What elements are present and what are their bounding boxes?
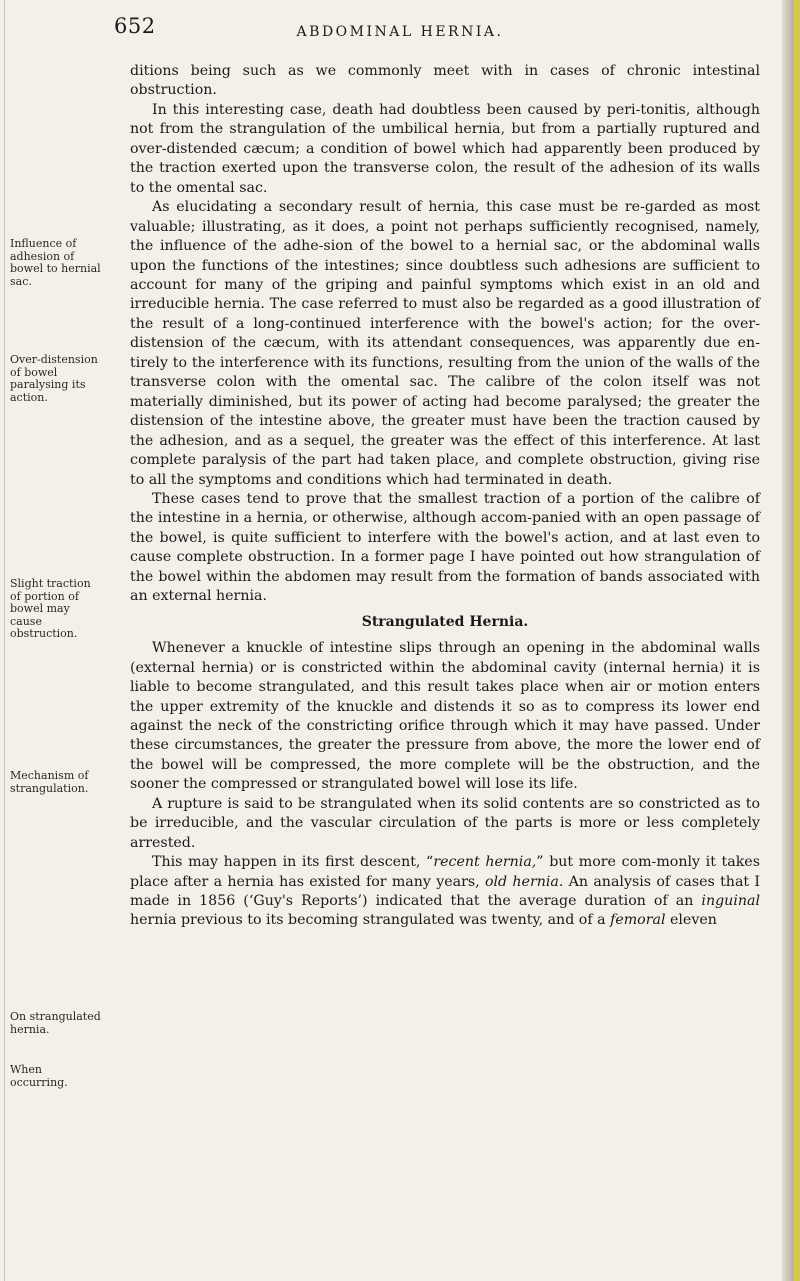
text-run: An analysis of cases that I made in 1856 (‘Guy's Reports’) indicated that the average duration of an [130,873,761,910]
paragraph: These cases tend to prove that the smallest traction of a portion of the calibre of the intestine in a hernia, or otherwise, although accom-panied with an open passage of the bowel, is quite sufficient to interfere with the bowel's action, and at last even to cause complete obstruction. In a former page I have pointed out how strangulation of the bowel within the abdomen may result from the formation of bands associated with an external hernia. [130,490,760,605]
text-run: eleven [665,912,717,929]
text-run: ” but more com-monly it takes place after a hernia has existed for many years, [130,854,760,890]
margin-note-on-strangulated: On strangulated hernia. [10,1010,101,1036]
section-heading: Strangulated Hernia. [361,613,529,630]
paragraph: A rupture is said to be strangulated when its solid contents are so constricted as to be irreducible, and the vascular circulation of the parts is more or less completely arrested. [130,795,760,851]
margin-note-slight-traction: Slight traction of portion of bowel may cause obstruction. [10,577,91,641]
page-edge-tab [794,0,800,1281]
emphasis-inguinal: inguinal [701,893,760,910]
margin-note-mechanism: Mechanism of strangulation. [10,769,89,795]
text-run: This may happen in its first descent, “ [152,854,434,871]
running-head: ABDOMINAL HERNIA. [296,24,504,40]
page-left-rule [4,0,5,1281]
emphasis-recent-hernia: recent hernia, [433,854,537,871]
paragraph: As elucidating a secondary result of hernia, this case must be re-garded as most valuable; illustrating, as it does, a point not perhaps sufficiently recognised, namely, the influence of the adhe-sion of the bowel to a hernial sac, or the abdominal walls upon the functions of the intestines; since doubtless such adhesions are sufficient to account for many of the griping and painful symptoms which exist in an old and irreducible hernia. The case referred to must also be regarded as a good illustration of the result of a long-continued interference with the bowel's action; for the over-distension of the cæcum, with its attendant consequences, was apparently due en-tirely to the interference with its functions, resulting from the union of the walls of the transverse colon with the omental sac. The calibre of the colon itself was not materially diminished, but its power of acting had become paralysed; the greater the distension of the intestine above, the greater must have been the traction caused by the adhesion, and as a sequel, the greater was the effect of this interference. At last complete paralysis of the part had taken place, and complete obstruction, giving rise to all the symptoms and conditions which had terminated in death. [130,199,760,488]
paragraph: In this interesting case, death had doubtless been caused by peri-tonitis, although not from the strangulation of the umbilical hernia, but from a partially ruptured and over-distended cæcum; a condition of bowel which had apparently been produced by the traction exerted upon the transverse colon, the result of the adhesion of its walls to the omental sac. [130,101,760,196]
page-number: 652 [114,14,156,38]
margin-note-when-occurring: When occurring. [10,1063,68,1089]
emphasis-femoral: femoral [610,912,666,929]
margin-note-adhesion: Influence of adhesion of bowel to hernial sac. [10,237,101,288]
paragraph: ditions being such as we commonly meet with in cases of chronic intestinal obstruction. [130,63,760,99]
emphasis-old-hernia: old hernia. [484,873,564,890]
margin-note-over-distension: Over-distension of bowel paralysing its action. [10,353,98,404]
body-text [130,62,760,931]
paragraph: Whenever a knuckle of intestine slips through an opening in the abdominal walls (external hernia) or is constricted within the abdominal cavity (internal hernia) it is liable to become strangulated, and this result takes place when air or motion enters the upper extremity of the knuckle and distends it so as to compress its lower end against the neck of the constricting orifice through which it may have passed. Under these circumstances, the greater the pressure from above, the more the lower end of the bowel will be compressed, the more complete will be the obstruction, and the sooner the compressed or strangulated bowel will lose its life. [130,640,760,793]
paragraph [130,853,760,931]
text-run: hernia previous to its becoming strangulated was twenty, and of a [130,912,611,929]
